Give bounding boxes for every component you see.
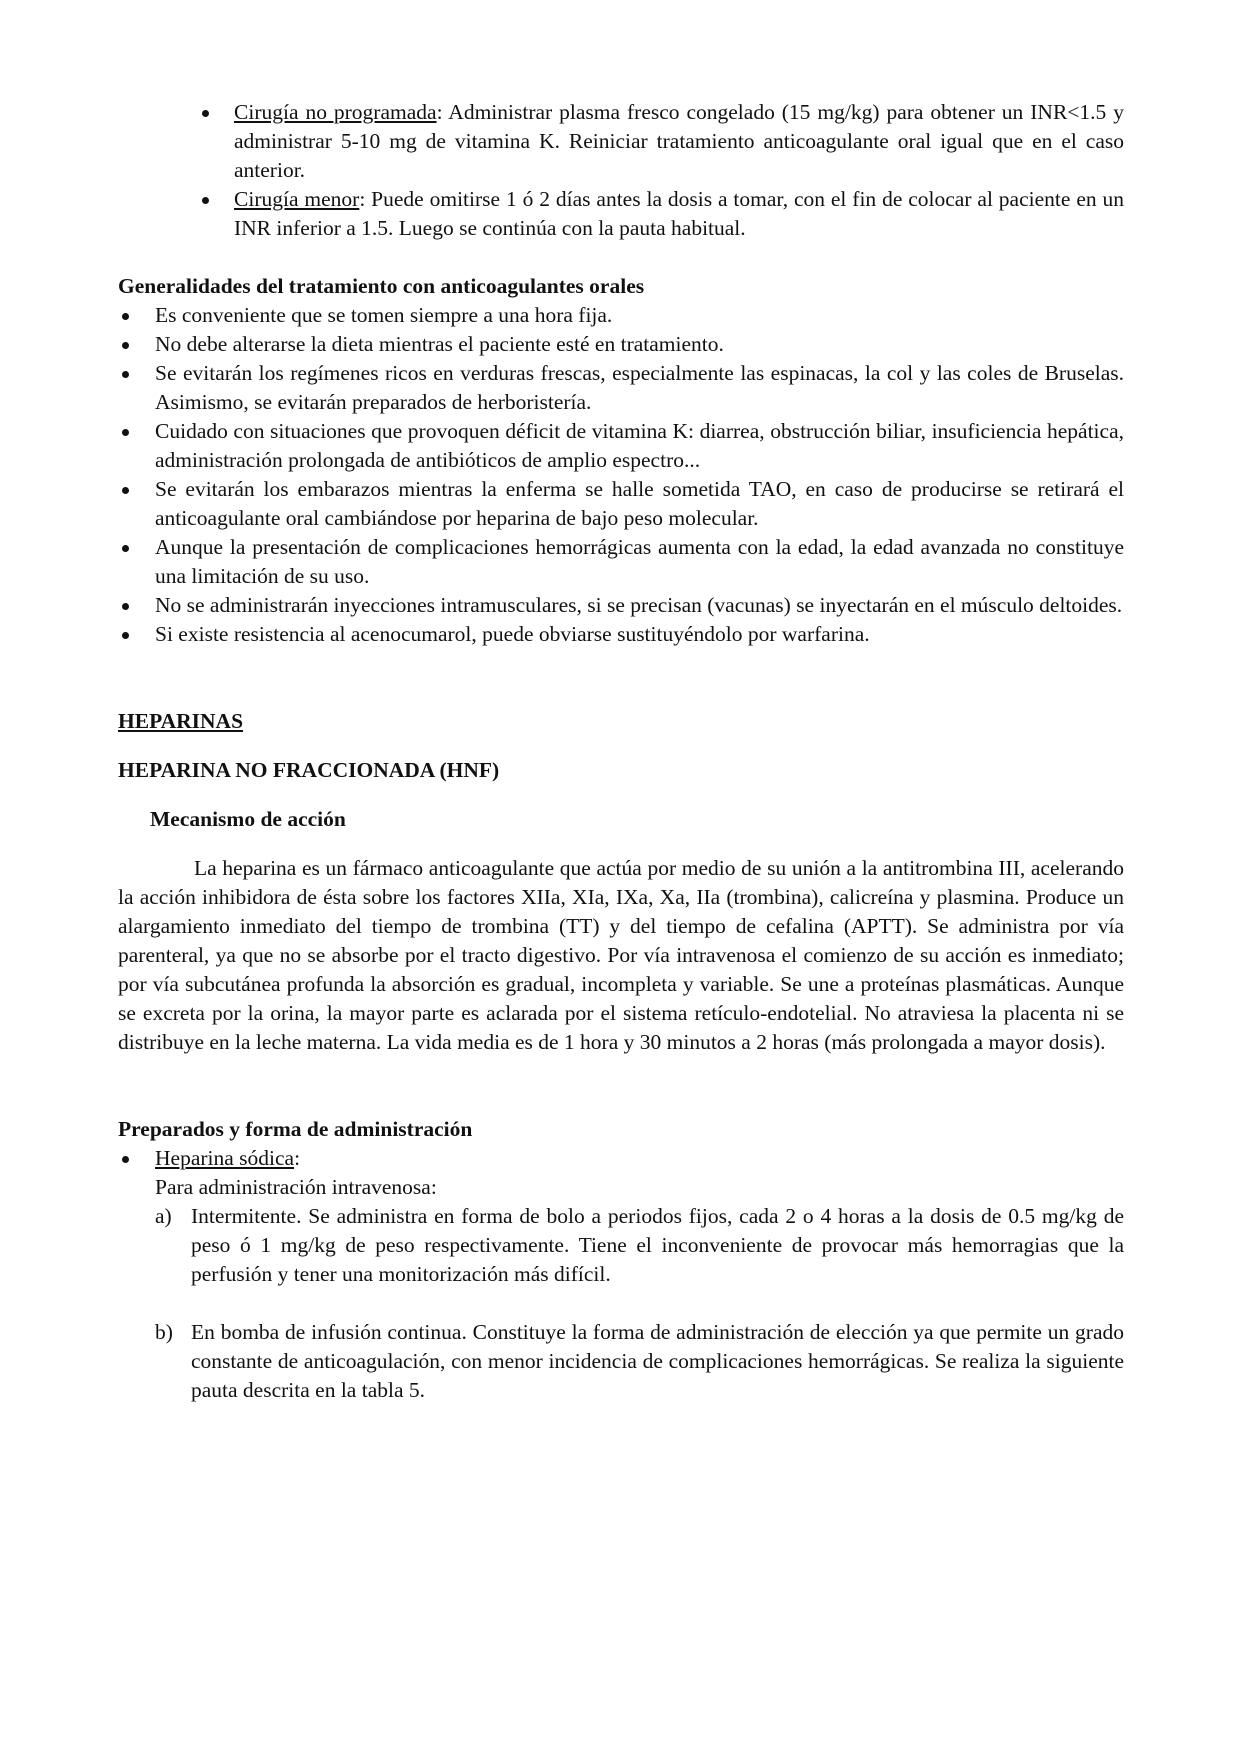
document-page [118,98,1124,1405]
bullet-icon [122,1156,129,1163]
list-item [198,185,1124,243]
bullet-icon [202,110,209,117]
list-item [198,98,1124,185]
administration-options [118,1202,1124,1405]
item-text: : Puede omitirse 1 ó 2 días antes la dosis a tomar, con el fin de colocar al paciente en un INR inferior a 1.5. Luego se continúa con la pauta habitual. [234,187,1124,240]
list-item: Si existe resistencia al acenocumarol, puede obviarse sustituyéndolo por warfarina. [118,620,1124,649]
list-item: Es conveniente que se tomen siempre a una hora fija. [118,301,1124,330]
section-heading: Generalidades del tratamiento con anticoagulantes orales [118,274,645,298]
option-letter: b) [155,1320,173,1344]
option-item [155,1318,1124,1405]
item-label: Cirugía menor [234,187,360,211]
list-item: No debe alterarse la dieta mientras el paciente esté en tratamiento. [118,330,1124,359]
bullet-icon [122,371,129,378]
bullet-icon [122,429,129,436]
item-text: : Administrar plasma fresco congelado (15 mg/kg) para obtener un INR<1.5 y administrar 5-10 mg de vitamina K. Reiniciar tratamiento anticoagulante oral igual que en el caso anterior. [234,100,1124,182]
option-item [155,1202,1124,1289]
option-text: En bomba de infusión continua. Constituye la forma de administración de elección ya que permite un grado constante de anticoagulación, con menor incidencia de complicaciones hemorrágicas. Se realiza la siguiente pauta descrita en la tabla 5. [191,1320,1124,1402]
bullet-icon [122,313,129,320]
general-list [118,301,1124,649]
preparados-list [118,1144,1124,1202]
surgery-list [198,98,1124,243]
option-letter: a) [155,1204,172,1228]
item-label: Heparina sódica [155,1146,295,1170]
bullet-icon [122,603,129,610]
list-item: Se evitarán los embarazos mientras la enferma se halle sometida TAO, en caso de producirse se retirará el anticoagulante oral cambiándose por heparina de bajo peso molecular. [118,475,1124,533]
bullet-icon [122,545,129,552]
intro-text: Para administración intravenosa: [155,1175,437,1199]
list-item: Heparina sódica: Para administración intravenosa: [118,1144,1124,1202]
option-text: Intermitente. Se administra en forma de bolo a periodos fijos, cada 2 o 4 horas a la dosis de 0.5 mg/kg de peso ó 1 mg/kg de peso respectivamente. Tiene el inconveniente de provocar más hemorragias que la perfusión y tener una monitorización más difícil. [191,1204,1124,1286]
list-item: Cuidado con situaciones que provoquen déficit de vitamina K: diarrea, obstrucción biliar, insuficiencia hepática, administración prolongada de antibióticos de amplio espectro... [118,417,1124,475]
list-item: Aunque la presentación de complicaciones hemorrágicas aumenta con la edad, la edad avanzada no constituye una limitación de su uso. [118,533,1124,591]
bullet-icon [122,632,129,639]
list-item: Se evitarán los regímenes ricos en verduras frescas, especialmente las espinacas, la col y las coles de Bruselas. Asimismo, se evitarán preparados de herboristería. [118,359,1124,417]
item-label: Cirugía no programada [234,100,437,124]
mecanismo-paragraph: La heparina es un fármaco anticoagulante que actúa por medio de su unión a la antitrombina III, acelerando la acción inhibidora de ésta sobre los factores XIIa, XIa, IXa, Xa, IIa (trombina), calicreína y plasmina. Produce un alargamiento inmediato del tiempo de trombina (TT) y del tiempo de cefalina (APTT). Se administra por vía parenteral, ya que no se absorbe por el tracto digestivo. Por vía intravenosa el comienzo de su acción es inmediato; por vía subcutánea profunda la absorción es gradual, incompleta y variable. Se une a proteínas plasmáticas. Aunque se excreta por la orina, la mayor parte es aclarada por el sistema retículo-endotelial. No atraviesa la placenta ni se distribuye en la leche materna. La vida media es de 1 hora y 30 minutos a 2 horas (más prolongada a mayor dosis). [118,856,1124,1054]
bullet-icon [122,487,129,494]
section-heading-preparados: Preparados y forma de administración [118,1117,473,1141]
section-title-hnf: HEPARINA NO FRACCIONADA (HNF) [118,758,500,782]
bullet-icon [122,342,129,349]
bullet-icon [202,197,209,204]
list-item: No se administrarán inyecciones intramusculares, si se precisan (vacunas) se inyectarán en el músculo deltoides. [118,591,1124,620]
section-title-heparinas: HEPARINAS [118,709,244,733]
subsection-title-mecanismo: Mecanismo de acción [150,807,346,831]
